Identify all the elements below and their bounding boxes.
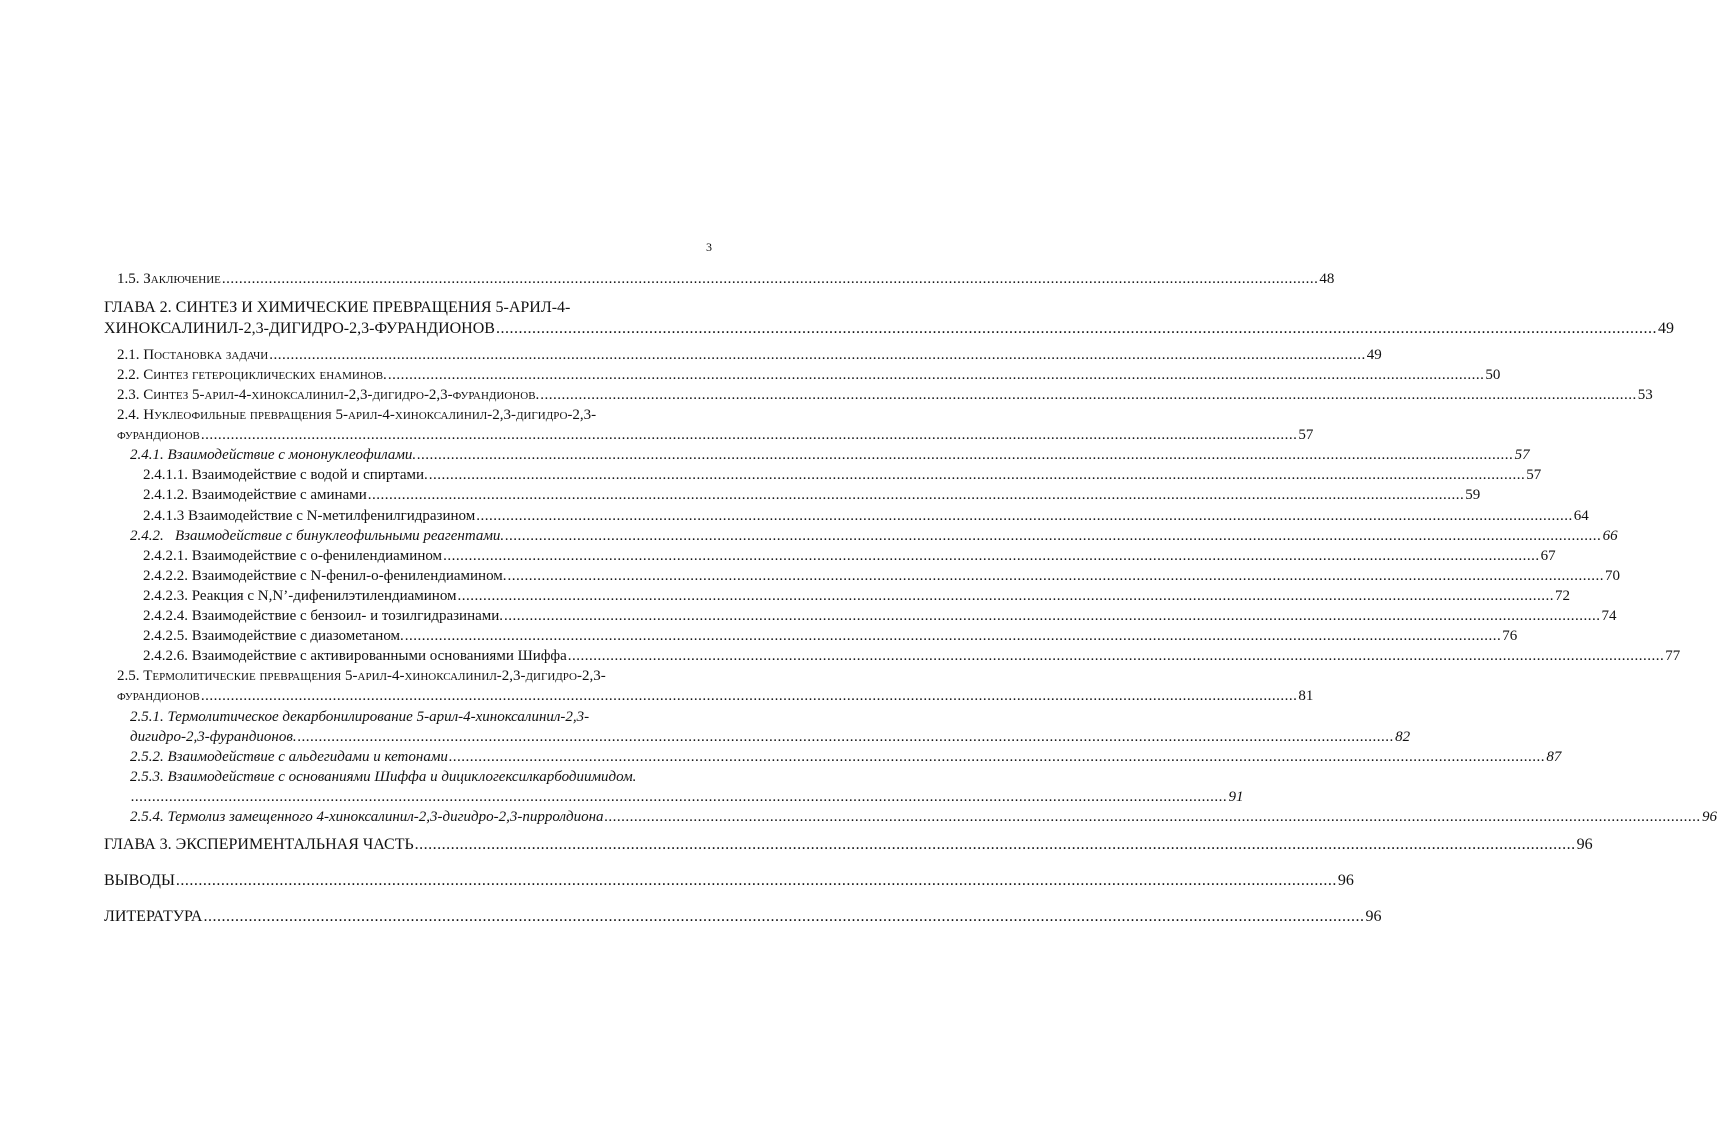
toc-entry-title: 2.5.4. Термолиз замещенного 4-хиноксалинил-2,3-дигидро-2,3-пирролдиона bbox=[130, 809, 604, 825]
page-number: 3 bbox=[706, 240, 712, 254]
toc-entry-page: 96 bbox=[1576, 836, 1593, 853]
toc-entry-page: 67 bbox=[1540, 548, 1556, 564]
toc-entry-title: 2.4.2.5. Взаимодействие с диазометаном. bbox=[143, 628, 404, 644]
toc-entry-ch2-line1: ГЛАВА 2. СИНТЕЗ И ХИМИЧЕСКИЕ ПРЕВРАЩЕНИЯ 5-АРИЛ-4- bbox=[104, 299, 571, 316]
dot-leader bbox=[298, 728, 1395, 747]
dot-leader bbox=[388, 366, 1485, 385]
toc-entry-title: 2.4.2.6. Взаимодействие с активированными основаниями Шиффа bbox=[143, 648, 567, 664]
toc-entry-2-4-1-3[interactable] bbox=[143, 507, 1589, 526]
toc-entry-page: 57 bbox=[1526, 467, 1542, 483]
toc-entry-2-4-1-1[interactable] bbox=[143, 466, 1542, 485]
toc-entry-page: 49 bbox=[1657, 320, 1674, 337]
toc-entry-title: 2.4.1. Взаимодействие с мононуклеофилами. bbox=[130, 447, 417, 463]
dot-leader bbox=[605, 808, 1702, 827]
toc-entry-title: ВЫВОДЫ bbox=[104, 872, 175, 889]
toc-entry-title: фурандионов bbox=[117, 427, 200, 443]
toc-entry-title: 2.4.1.1. Взаимодействие с водой и спиртами. bbox=[143, 467, 428, 483]
dot-leader bbox=[201, 687, 1298, 706]
toc-entry-2-4-2-3[interactable] bbox=[143, 587, 1571, 606]
toc-entry-title: 2.4.2.2. Взаимодействие с N-фенил-о-фенилендиамином. bbox=[143, 568, 507, 584]
toc-entry-title: 2.4.1.2. Взаимодействие с аминами bbox=[143, 487, 367, 503]
toc-entry-title: 2.4.2.1. Взаимодействие с о-фенилендиамином bbox=[143, 548, 443, 564]
toc-entry-page: 64 bbox=[1573, 508, 1589, 524]
dot-leader bbox=[458, 587, 1555, 606]
dot-leader bbox=[443, 547, 1540, 566]
toc-entry-title: 2.5.2. Взаимодействие с альдегидами и кетонами bbox=[130, 749, 448, 765]
toc-entry-page: 53 bbox=[1637, 387, 1653, 403]
toc-entry-page: 77 bbox=[1665, 648, 1681, 664]
toc-entry-title: 2.3. Синтез 5-арил-4-хиноксалинил-2,3-дигидро-2,3-фурандионов. bbox=[117, 387, 540, 403]
dot-leader bbox=[405, 627, 1502, 646]
toc-entry-page: 76 bbox=[1502, 628, 1518, 644]
toc-entry-2-5-1[interactable] bbox=[130, 728, 1411, 747]
toc-entry-2-4-2-4[interactable] bbox=[143, 607, 1617, 626]
toc-entry-2-5-line1: 2.5. Термолитические превращения 5-арил-4-хиноксалинил-2,3-дигидро-2,3- bbox=[117, 668, 606, 684]
toc-entry-chapter-2[interactable] bbox=[104, 319, 1674, 338]
toc-entry-2-4-2-5[interactable] bbox=[143, 627, 1518, 646]
dot-leader bbox=[540, 386, 1637, 405]
toc-entry-2-1[interactable] bbox=[117, 346, 1382, 365]
toc-entry-title: ХИНОКСАЛИНИЛ-2,3-ДИГИДРО-2,3-ФУРАНДИОНОВ bbox=[104, 320, 495, 337]
dot-leader bbox=[176, 871, 1337, 890]
toc-entry-2-4-1-2[interactable] bbox=[143, 486, 1481, 505]
toc-entry-title: ГЛАВА 3. ЭКСПЕРИМЕНТАЛЬНАЯ ЧАСТЬ bbox=[104, 836, 414, 853]
toc-entry-2-3[interactable] bbox=[117, 386, 1653, 405]
toc-entry-2-4-2-6[interactable] bbox=[143, 647, 1681, 666]
toc-entry-title: ЛИТЕРАТУРА bbox=[104, 908, 203, 925]
toc-entry-page: 74 bbox=[1601, 608, 1617, 624]
toc-entry-2-4-line1: 2.4. Нуклеофильные превращения 5-арил-4-хиноксалинил-2,3-дигидро-2,3- bbox=[117, 407, 597, 423]
dot-leader bbox=[505, 527, 1602, 546]
toc-entry-page: 66 bbox=[1602, 528, 1618, 544]
toc-entry-page: 49 bbox=[1366, 347, 1382, 363]
dot-leader bbox=[417, 446, 1514, 465]
toc-entry-chapter-3[interactable] bbox=[104, 835, 1593, 854]
toc-entry-1-5[interactable] bbox=[117, 270, 1335, 289]
toc-entry-title: 2.4.2.4. Взаимодействие с бензоил- и тозилгидразинами. bbox=[143, 608, 504, 624]
toc-entry-conclusions[interactable] bbox=[104, 871, 1354, 890]
toc-entry-2-4-2-1[interactable] bbox=[143, 547, 1556, 566]
toc-entry-title: дигидро-2,3-фурандионов. bbox=[130, 729, 297, 745]
dot-leader bbox=[415, 835, 1576, 854]
toc-entry-title: фурандионов bbox=[117, 688, 200, 704]
toc-entry-page: 57 bbox=[1514, 447, 1530, 463]
dot-leader bbox=[203, 907, 1364, 926]
toc-entry-page: 96 bbox=[1702, 809, 1717, 825]
toc-entry-page: 48 bbox=[1319, 271, 1335, 287]
toc-entry-2-5-3-line1: 2.5.3. Взаимодействие с основаниями Шиффа и дициклогексилкарбодиимидом. bbox=[130, 769, 637, 785]
toc-entry-2-5-4[interactable] bbox=[130, 808, 1717, 827]
dot-leader bbox=[429, 466, 1526, 485]
toc-entry-2-2[interactable] bbox=[117, 366, 1501, 385]
toc-entry-2-4[interactable] bbox=[117, 426, 1314, 445]
dot-leader bbox=[449, 748, 1546, 767]
toc-entry-title: 2.4.2. Взаимодействие с бинуклеофильными реагентами. bbox=[130, 528, 505, 544]
toc-entry-page: 91 bbox=[1228, 789, 1244, 805]
dot-leader bbox=[568, 647, 1665, 666]
toc-entry-page: 59 bbox=[1465, 487, 1481, 503]
toc-entry-title: 2.1. Постановка задачи bbox=[117, 347, 269, 363]
dot-leader bbox=[368, 486, 1465, 505]
toc-entry-2-5[interactable] bbox=[117, 687, 1314, 706]
toc-entry-title: 2.4.1.3 Взаимодействие с N-метилфенилгидразином bbox=[143, 508, 476, 524]
toc-entry-2-4-2-2[interactable] bbox=[143, 567, 1621, 586]
toc-entry-page: 82 bbox=[1395, 729, 1411, 745]
dot-leader bbox=[222, 270, 1319, 289]
dot-leader bbox=[269, 346, 1366, 365]
dot-leader bbox=[496, 319, 1657, 338]
toc-entry-page: 96 bbox=[1337, 872, 1354, 889]
toc-entry-page: 87 bbox=[1546, 749, 1562, 765]
toc-entry-2-4-1[interactable] bbox=[130, 446, 1530, 465]
toc-entry-2-4-2[interactable] bbox=[130, 527, 1618, 546]
toc-entry-title: 1.5. Заключение bbox=[117, 271, 221, 287]
toc-entry-2-5-1-line1: 2.5.1. Термолитическое декарбонилирование 5-арил-4-хиноксалинил-2,3- bbox=[130, 709, 590, 725]
toc-entry-page: 70 bbox=[1605, 568, 1621, 584]
toc-entry-literature[interactable] bbox=[104, 907, 1382, 926]
toc-entry-page: 57 bbox=[1298, 427, 1314, 443]
toc-entry-page: 96 bbox=[1365, 908, 1382, 925]
dot-leader bbox=[508, 567, 1605, 586]
toc-entry-page: 72 bbox=[1555, 588, 1571, 604]
toc-entry-title: 2.4.2.3. Реакция с N,N’-дифенилэтилендиамином bbox=[143, 588, 457, 604]
toc-entry-2-5-2[interactable] bbox=[130, 748, 1562, 767]
toc-entry-page: 50 bbox=[1485, 367, 1501, 383]
toc-entry-title: 2.2. Синтез гетероциклических енаминов. bbox=[117, 367, 387, 383]
dot-leader bbox=[131, 788, 1228, 807]
dot-leader bbox=[201, 426, 1298, 445]
dot-leader bbox=[504, 607, 1601, 626]
dot-leader bbox=[476, 507, 1573, 526]
toc-entry-2-5-3[interactable] bbox=[130, 788, 1244, 807]
toc-entry-page: 81 bbox=[1298, 688, 1314, 704]
